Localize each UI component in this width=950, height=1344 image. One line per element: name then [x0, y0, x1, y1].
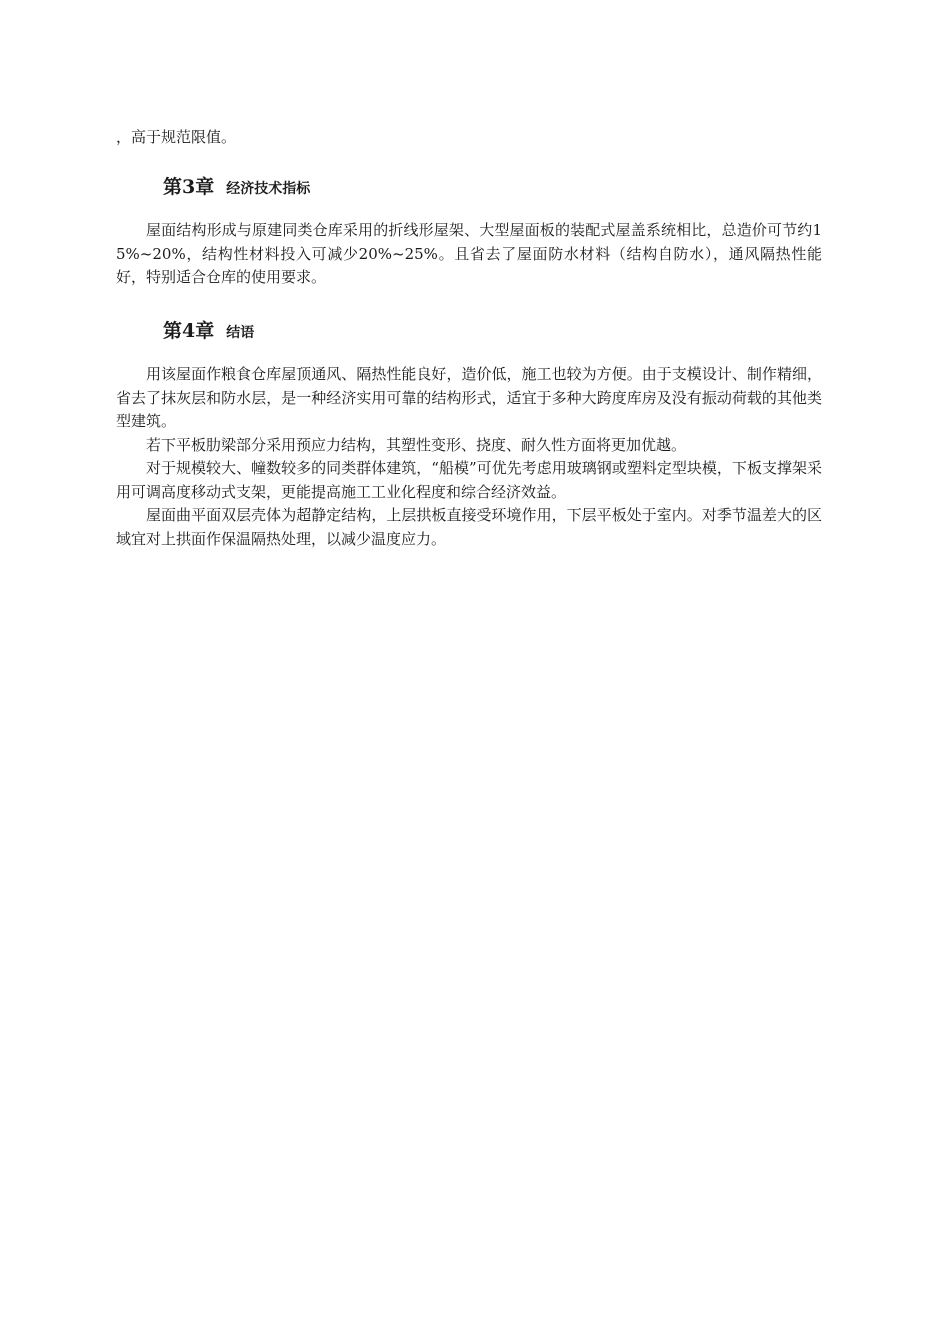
- chapter-3-body: [116, 219, 822, 290]
- chapter-4-heading: [163, 316, 254, 343]
- continued-text-fragment: ，高于规范限值。: [116, 128, 237, 146]
- paragraph: 对于规模较大、幢数较多的同类群体建筑，“船模”可优先考虑用玻璃钢或塑料定型块模，下板支撑架采用可调高度移动式支架，更能提高施工工业化程度和综合经济效益。: [116, 459, 822, 501]
- chapter-3-number: 第3章: [163, 176, 215, 198]
- chapter-3-heading: [163, 172, 310, 199]
- paragraph: 屋面曲平面双层壳体为超静定结构，上层拱板直接受环境作用，下层平板处于室内。对季节温差大的区域宜对上拱面作保温隔热处理，以减少温度应力。: [116, 506, 822, 548]
- chapter-3-title: 经济技术指标: [226, 181, 311, 197]
- paragraph: 用该屋面作粮食仓库屋顶通风、隔热性能良好，造价低，施工也较为方便。由于支模设计、制作精细，省去了抹灰层和防水层，是一种经济实用可靠的结构形式，适宜于多种大跨度库房及没有振动荷载的其他类型建筑。: [116, 365, 822, 430]
- paragraph: 屋面结构形成与原建同类仓库采用的折线形屋架、大型屋面板的装配式屋盖系统相比，总造价可节约15%~20%，结构性材料投入可减少20%~25%。且省去了屋面防水材料（结构自防水），通风隔热性能好，特别适合仓库的使用要求。: [116, 221, 822, 286]
- chapter-4-title: 结语: [226, 325, 255, 341]
- chapter-4-body: [116, 363, 822, 551]
- paragraph: 若下平板肋梁部分采用预应力结构，其塑性变形、挠度、耐久性方面将更加优越。: [146, 435, 687, 454]
- chapter-4-number: 第4章: [163, 320, 215, 342]
